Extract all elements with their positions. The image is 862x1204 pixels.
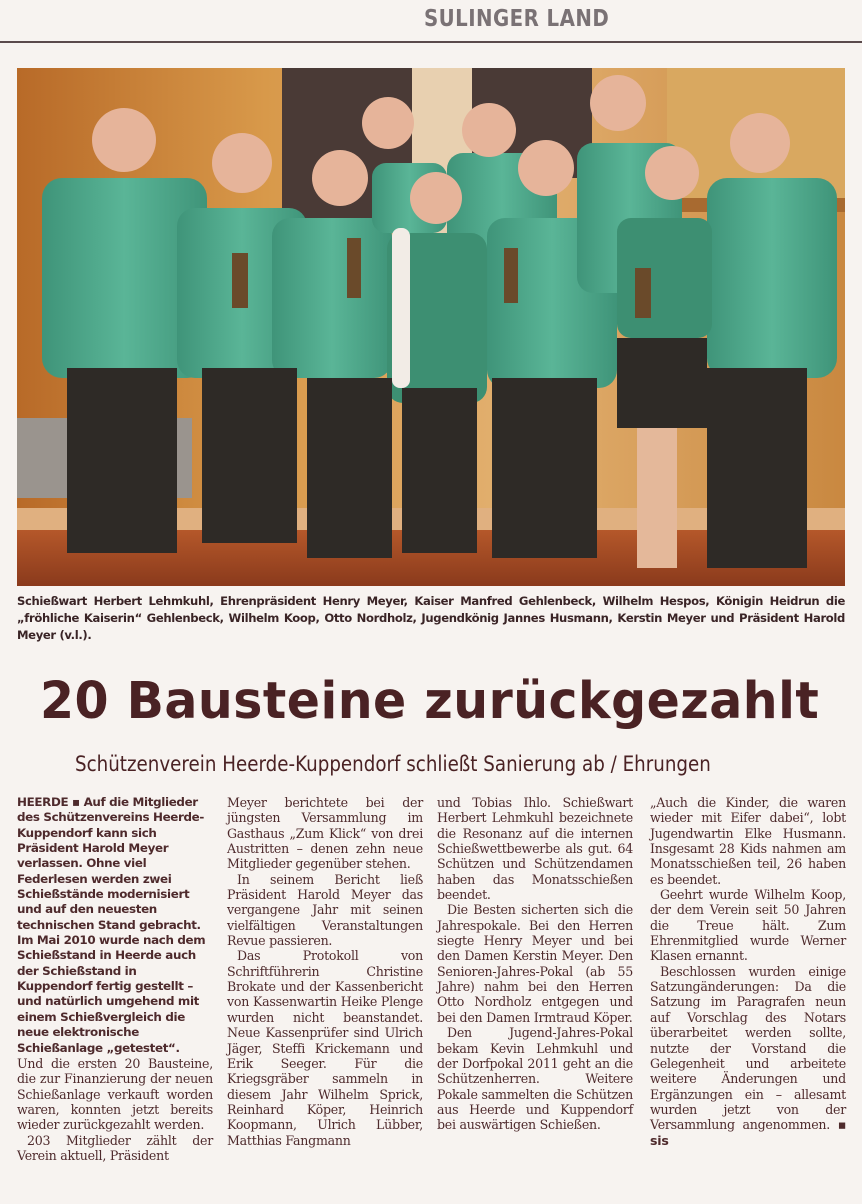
- article-column-1: [17, 795, 213, 1163]
- article-subheadline: Schützenverein Heerde-Kuppendorf schließt Sanierung ab / Ehrungen: [75, 752, 711, 776]
- article-column-3: [437, 795, 633, 1133]
- paragraph-text: Beschlossen wurden einige Satzungänderungen: Da die Satzung im Paragrafen neun auf Vorschlag des Notars überarbeitet werden sollte, nutzte der Vorstand die Gelegenheit und arbeitete weitere Änderungen und Ergänzungen ein – allesamt wurden jetzt von der Versammlung angenommen.: [650, 963, 846, 1133]
- paragraph: Den Jugend-Jahres-Pokal bekam Kevin Lehmkuhl und der Dorfpokal 2011 geht an die Schützenherren. Weitere Pokale sammelten die Schützen aus Heerde und Kuppendorf bei auswärtigen Schießen.: [437, 1025, 633, 1133]
- photo-caption: Schießwart Herbert Lehmkuhl, Ehrenpräsident Henry Meyer, Kaiser Manfred Gehlenbeck, Wilhelm Hespos, Königin Heidrun die „fröhliche Kaiserin“ Gehlenbeck, Wilhelm Koop, Otto Nordholz, Jugendkönig Jannes Husmann, Kerstin Meyer und Präsident Harold Meyer (v.l.).: [17, 594, 845, 643]
- paragraph: Geehrt wurde Wilhelm Koop, der dem Verein seit 50 Jahren die Treue hält. Zum Ehrenmitglied wurde Werner Klasen ernannt.: [650, 887, 846, 964]
- paragraph: Meyer berichtete bei der jüngsten Versammlung im Gasthaus „Zum Klick“ von drei Austritten – denen zehn neue Mitglieder gegenüber stehen.: [227, 795, 423, 872]
- paragraph: 203 Mitglieder zählt der Verein aktuell, Präsident: [17, 1132, 213, 1163]
- article-headline: 20 Bausteine zurückgezahlt: [40, 672, 820, 731]
- paragraph: Das Protokoll von Schriftführerin Christine Brokate und der Kassenbericht von Kassenwartin Heike Plenge wurden nicht beanstandet. Neue Kassenprüfer sind Ulrich Jäger, Steffi Krickemann und Erik Seeger. Für die Kriegsgräber sammeln in diesem Jahr Wilhelm Sprick, Reinhard Köper, Heinrich Koopmann, Ulrich Lübber, Matthias Fangmann: [227, 948, 423, 1148]
- article-column-2: [227, 795, 423, 1148]
- section-header: [0, 0, 862, 44]
- paragraph: und Tobias Ihlo. Schießwart Herbert Lehmkuhl bezeichnete die Resonanz auf die internen Schießwettbewerbe als gut. 64 Schützen und Schützendamen haben das Monatsschießen beendet.: [437, 795, 633, 903]
- author-separator: ▪: [837, 1117, 846, 1133]
- group-photo-icon: [17, 68, 845, 586]
- paragraph: Und die ersten 20 Bausteine, die zur Finanzierung der neuen Schießanlage verkauft worden waren, konnten jetzt bereits wieder zurückgezahlt werden.: [17, 1055, 213, 1133]
- paragraph: [650, 964, 846, 1148]
- paragraph: „Auch die Kinder, die waren wieder mit Eifer dabei“, lobt Jugendwartin Elke Husmann. Insgesamt 28 Kids nahmen am Monatsschießen teil, 26 haben es beendet.: [650, 795, 846, 887]
- author-signature: sis: [650, 1132, 669, 1148]
- header-rule: [0, 41, 862, 43]
- article-lead: [17, 795, 213, 1056]
- dateline: HEERDE: [17, 795, 69, 809]
- paragraph: Die Besten sicherten sich die Jahrespokale. Bei den Herren siegte Henry Meyer und bei den Damen Kerstin Meyer. Den Senioren-Jahres-Pokal (ab 55 Jahre) nahm bei den Herren Otto Nordholz entgegen und bei den Damen Irmtraud Köper.: [437, 902, 633, 1025]
- dateline-separator: ▪: [72, 795, 80, 809]
- section-title: SULINGER LAND: [424, 6, 610, 32]
- lead-text: Auf die Mitglieder des Schützenvereins Heerde-Kuppendorf kann sich Präsident Harold Meyer verlassen. Ohne viel Federlesen werden zwei Schießstände modernisiert und auf den neuesten technischen Stand gebracht. Im Mai 2010 wurde nach dem Schießstand in Heerde auch der Schießstand in Kuppendorf fertig gestellt – und natürlich umgehend mit einem Schießvergleich die neue elektronische Schießanlage „getestet“.: [17, 795, 206, 1055]
- paragraph: In seinem Bericht ließ Präsident Harold Meyer das vergangene Jahr mit seinen vielfältigen Veranstaltungen Revue passieren.: [227, 871, 423, 949]
- article-column-4: [650, 795, 846, 1148]
- group-photo: [17, 68, 845, 586]
